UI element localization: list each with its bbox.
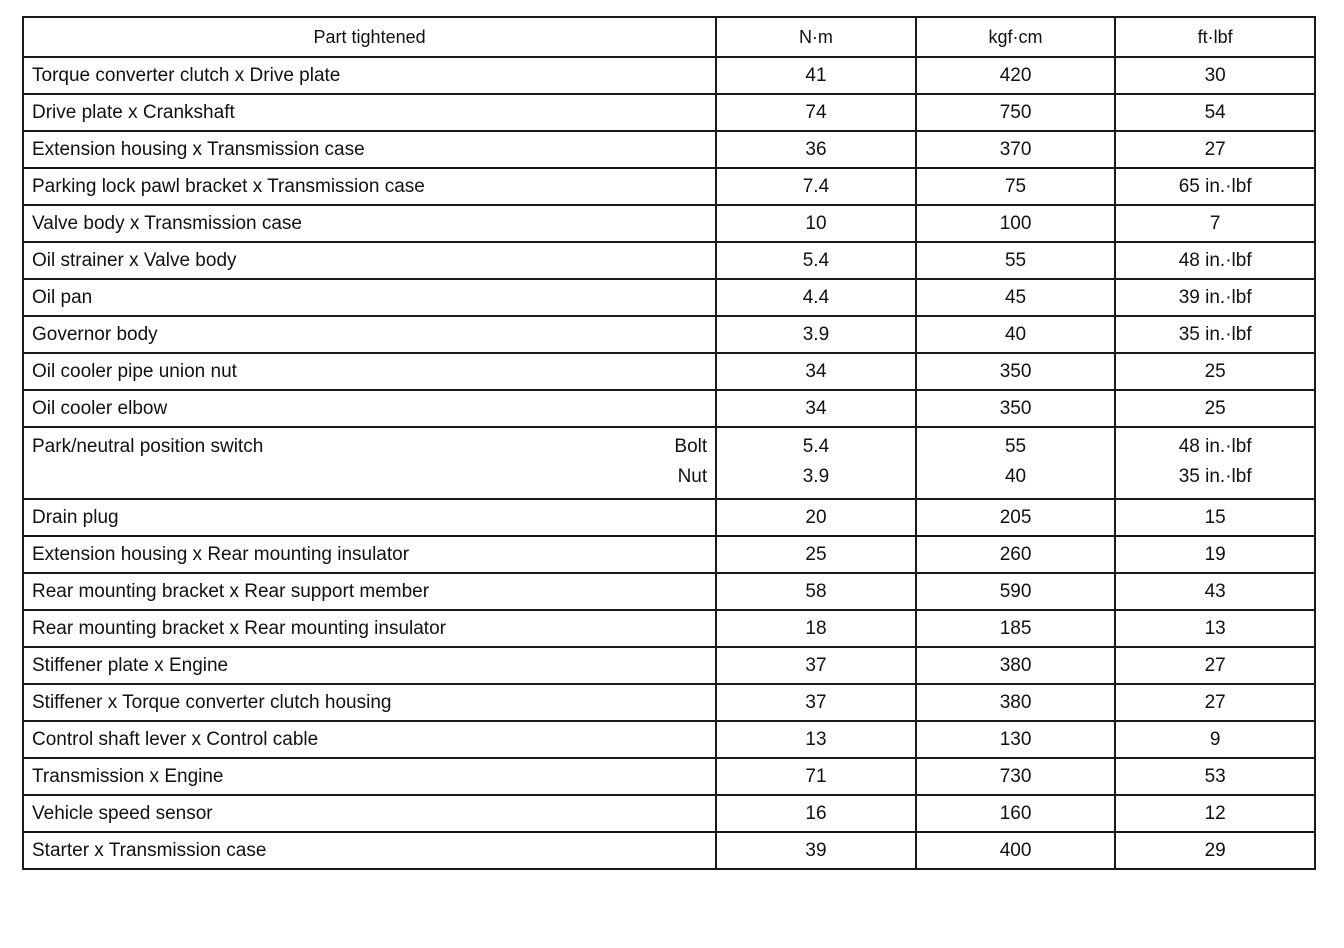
part-cell: Rear mounting bracket x Rear support member — [23, 573, 716, 610]
kgf-cell: 350 — [916, 353, 1116, 390]
kgf-cell: 750 — [916, 94, 1116, 131]
nm-cell — [716, 427, 916, 499]
nm-cell: 39 — [716, 832, 916, 869]
table-row — [23, 242, 1315, 279]
ft-cell: 12 — [1115, 795, 1315, 832]
nm-cell: 3.9 — [716, 316, 916, 353]
ft-cell: 27 — [1115, 131, 1315, 168]
header-nm: N·m — [716, 17, 916, 57]
nm-values — [725, 432, 907, 492]
ft-cell: 19 — [1115, 536, 1315, 573]
kgf-cell: 130 — [916, 721, 1116, 758]
table-row — [23, 390, 1315, 427]
ft-cell: 30 — [1115, 57, 1315, 94]
part-cell: Oil strainer x Valve body — [23, 242, 716, 279]
ft-values — [1124, 432, 1306, 492]
ft-cell: 9 — [1115, 721, 1315, 758]
table-row — [23, 205, 1315, 242]
nm-cell: 37 — [716, 684, 916, 721]
table-row — [23, 832, 1315, 869]
ft-cell: 15 — [1115, 499, 1315, 536]
nm-cell: 58 — [716, 573, 916, 610]
table-row — [23, 168, 1315, 205]
ft-cell: 25 — [1115, 353, 1315, 390]
nm-cell: 71 — [716, 758, 916, 795]
table-row — [23, 758, 1315, 795]
part-cell: Oil cooler elbow — [23, 390, 716, 427]
kgf-cell: 590 — [916, 573, 1116, 610]
ft-cell: 25 — [1115, 390, 1315, 427]
kgf-value-nut: 40 — [1004, 466, 1027, 487]
ft-cell: 27 — [1115, 647, 1315, 684]
kgf-cell: 420 — [916, 57, 1116, 94]
ft-cell: 13 — [1115, 610, 1315, 647]
kgf-values — [925, 432, 1107, 492]
kgf-cell: 350 — [916, 390, 1116, 427]
kgf-cell — [916, 427, 1116, 499]
kgf-cell: 370 — [916, 131, 1116, 168]
ft-cell — [1115, 427, 1315, 499]
kgf-cell: 45 — [916, 279, 1116, 316]
kgf-cell: 400 — [916, 832, 1116, 869]
kgf-cell: 185 — [916, 610, 1116, 647]
nm-cell: 16 — [716, 795, 916, 832]
table-row — [23, 57, 1315, 94]
table-row — [23, 684, 1315, 721]
part-cell: Stiffener x Torque converter clutch housing — [23, 684, 716, 721]
table-row — [23, 721, 1315, 758]
sub-label-list — [674, 432, 707, 492]
table-row — [23, 610, 1315, 647]
ft-cell: 39 in.·lbf — [1115, 279, 1315, 316]
table-row — [23, 573, 1315, 610]
kgf-cell: 100 — [916, 205, 1116, 242]
kgf-cell: 75 — [916, 168, 1116, 205]
table-row — [23, 94, 1315, 131]
table-body — [23, 57, 1315, 869]
part-cell: Transmission x Engine — [23, 758, 716, 795]
part-cell: Rear mounting bracket x Rear mounting insulator — [23, 610, 716, 647]
part-cell: Drain plug — [23, 499, 716, 536]
nm-cell: 34 — [716, 390, 916, 427]
part-cell-inner — [32, 432, 707, 492]
table-row — [23, 353, 1315, 390]
nm-cell: 7.4 — [716, 168, 916, 205]
nm-cell: 37 — [716, 647, 916, 684]
ft-cell: 65 in.·lbf — [1115, 168, 1315, 205]
part-label: Park/neutral position switch — [32, 436, 264, 457]
part-cell: Extension housing x Rear mounting insulator — [23, 536, 716, 573]
ft-cell: 54 — [1115, 94, 1315, 131]
part-cell: Starter x Transmission case — [23, 832, 716, 869]
ft-cell: 27 — [1115, 684, 1315, 721]
nm-cell: 10 — [716, 205, 916, 242]
part-cell: Drive plate x Crankshaft — [23, 94, 716, 131]
nm-cell: 25 — [716, 536, 916, 573]
nm-value-nut: 3.9 — [802, 466, 830, 487]
ft-cell: 48 in.·lbf — [1115, 242, 1315, 279]
kgf-cell: 55 — [916, 242, 1116, 279]
part-cell: Valve body x Transmission case — [23, 205, 716, 242]
nm-cell: 34 — [716, 353, 916, 390]
ft-cell: 43 — [1115, 573, 1315, 610]
part-cell: Torque converter clutch x Drive plate — [23, 57, 716, 94]
ft-value-nut: 35 in.·lbf — [1178, 466, 1252, 487]
ft-value-bolt: 48 in.·lbf — [1178, 436, 1252, 457]
kgf-cell: 160 — [916, 795, 1116, 832]
sub-label-nut: Nut — [677, 466, 708, 487]
part-cell: Oil cooler pipe union nut — [23, 353, 716, 390]
kgf-value-bolt: 55 — [1004, 436, 1027, 457]
kgf-cell: 205 — [916, 499, 1116, 536]
table-row — [23, 279, 1315, 316]
table-row — [23, 499, 1315, 536]
header-kgf: kgf·cm — [916, 17, 1116, 57]
header-part: Part tightened — [23, 17, 716, 57]
ft-cell: 53 — [1115, 758, 1315, 795]
part-cell: Parking lock pawl bracket x Transmission case — [23, 168, 716, 205]
nm-cell: 5.4 — [716, 242, 916, 279]
sub-label-bolt: Bolt — [674, 436, 708, 457]
part-cell: Control shaft lever x Control cable — [23, 721, 716, 758]
part-cell: Vehicle speed sensor — [23, 795, 716, 832]
table-row — [23, 536, 1315, 573]
table-row — [23, 647, 1315, 684]
ft-cell: 29 — [1115, 832, 1315, 869]
header-row — [23, 17, 1315, 57]
ft-cell: 7 — [1115, 205, 1315, 242]
kgf-cell: 40 — [916, 316, 1116, 353]
kgf-cell: 730 — [916, 758, 1116, 795]
nm-cell: 4.4 — [716, 279, 916, 316]
part-cell — [23, 427, 716, 499]
torque-specification-table — [22, 16, 1316, 870]
kgf-cell: 260 — [916, 536, 1116, 573]
part-cell: Extension housing x Transmission case — [23, 131, 716, 168]
nm-cell: 74 — [716, 94, 916, 131]
nm-cell: 18 — [716, 610, 916, 647]
nm-cell: 13 — [716, 721, 916, 758]
part-cell: Governor body — [23, 316, 716, 353]
nm-value-bolt: 5.4 — [802, 436, 830, 457]
table-row — [23, 316, 1315, 353]
ft-cell: 35 in.·lbf — [1115, 316, 1315, 353]
part-cell: Oil pan — [23, 279, 716, 316]
header-ft: ft·lbf — [1115, 17, 1315, 57]
table-row — [23, 795, 1315, 832]
nm-cell: 20 — [716, 499, 916, 536]
nm-cell: 41 — [716, 57, 916, 94]
table-row — [23, 131, 1315, 168]
table-row-split — [23, 427, 1315, 499]
kgf-cell: 380 — [916, 684, 1116, 721]
nm-cell: 36 — [716, 131, 916, 168]
kgf-cell: 380 — [916, 647, 1116, 684]
part-cell: Stiffener plate x Engine — [23, 647, 716, 684]
